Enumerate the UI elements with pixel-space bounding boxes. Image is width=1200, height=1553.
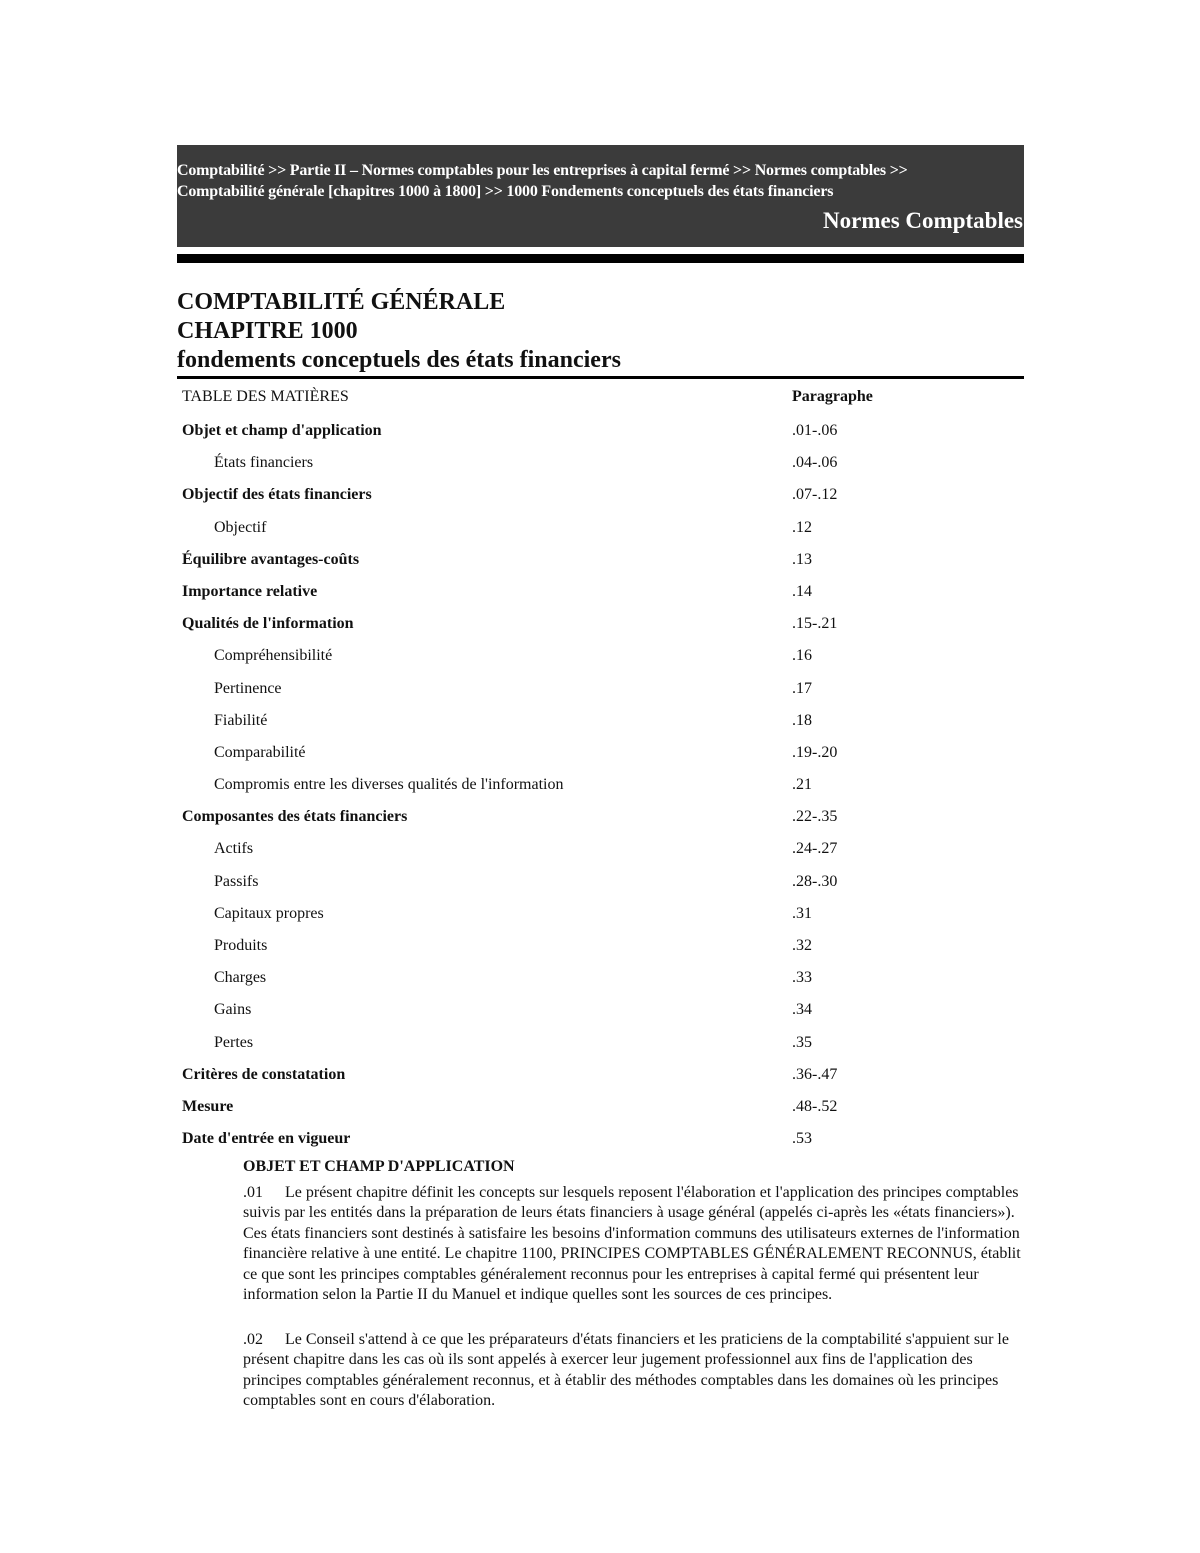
toc-entry-label[interactable]: Compréhensibilité <box>214 647 333 665</box>
toc-row[interactable] <box>182 806 1024 838</box>
toc-row[interactable] <box>182 999 1024 1031</box>
toc-row[interactable] <box>182 517 1024 549</box>
paragraph-number: .01 <box>243 1184 263 1201</box>
toc-row[interactable] <box>182 678 1024 710</box>
toc-entry-label[interactable]: Charges <box>214 969 267 987</box>
toc-row[interactable] <box>182 903 1024 935</box>
paragraph-01 <box>243 1183 1033 1305</box>
toc-entry-label[interactable]: Gains <box>214 1001 252 1019</box>
paragraph-text: Le présent chapitre définit les concepts sur lesquels reposent l'élaboration et l'application des principes comptables suivis par les entités dans la préparation de leurs états financiers à usage général (appelés ci-après les «états financiers»). Ces états financiers sont destinés à satisfaire les besoins d'information communs des utilisateurs externes de l'information financière relative à une entité. Le chapitre 1100, PRINCIPES COMPTABLES GÉNÉRALEMENT RECONNUS, établit ce que sont les principes comptables généralement reconnus pour les entreprises à capital fermé qui présentent leur information selon la Partie II du Manuel et indique quelles sont les sources de ces principes. <box>243 1184 1021 1304</box>
toc-entry-paragraph: .18 <box>792 711 812 729</box>
toc-entry-label[interactable]: Pertinence <box>214 679 282 697</box>
toc-row[interactable] <box>182 581 1024 613</box>
toc-entry-label[interactable]: Importance relative <box>182 582 318 600</box>
toc-row[interactable] <box>182 613 1024 645</box>
toc-entry-paragraph: .17 <box>792 679 812 697</box>
toc-row[interactable] <box>182 774 1024 806</box>
breadcrumb <box>177 160 1024 202</box>
toc-row[interactable] <box>182 645 1024 677</box>
toc-entry-paragraph: .24-.27 <box>792 840 838 858</box>
toc-title: TABLE DES MATIÈRES <box>182 388 349 405</box>
toc-entry-label[interactable]: Objectif des états financiers <box>182 486 372 504</box>
toc-entry-label[interactable]: Compromis entre les diverses qualités de l'information <box>214 776 564 794</box>
toc-entry-paragraph: .28-.30 <box>792 872 838 890</box>
toc-entry-paragraph: .04-.06 <box>792 454 838 472</box>
toc-entry-paragraph: .13 <box>792 550 812 568</box>
chapter-category: COMPTABILITÉ GÉNÉRALE <box>177 289 506 315</box>
toc-entry-label[interactable]: États financiers <box>214 454 314 472</box>
toc-entry-paragraph: .31 <box>792 904 812 922</box>
chapter-title: fondements conceptuels des états financiers <box>177 347 621 373</box>
toc-row[interactable] <box>182 549 1024 581</box>
toc-header <box>182 388 1024 410</box>
header-bar <box>177 145 1024 247</box>
toc-entry-paragraph: .22-.35 <box>792 808 838 826</box>
toc-entry-label[interactable]: Critères de constatation <box>182 1065 346 1083</box>
toc-row[interactable] <box>182 1096 1024 1128</box>
toc-row[interactable] <box>182 710 1024 742</box>
toc-row[interactable] <box>182 742 1024 774</box>
toc-entry-paragraph: .01-.06 <box>792 422 838 439</box>
paragraph-number: .02 <box>243 1331 263 1348</box>
toc-entry-label[interactable]: Objectif <box>214 518 267 536</box>
toc-row[interactable] <box>182 484 1024 516</box>
heading-divider <box>177 376 1024 379</box>
toc-row[interactable] <box>182 452 1024 484</box>
chapter-heading <box>177 288 1024 375</box>
breadcrumb-line-1[interactable]: Comptabilité >> Partie II – Normes comptables pour les entreprises à capital fermé >> Normes comptables >> <box>177 162 908 179</box>
toc-row[interactable] <box>182 935 1024 967</box>
toc-entry-label[interactable]: Équilibre avantages-coûts <box>182 550 360 568</box>
toc-entry-label[interactable]: Objet et champ d'application <box>182 422 382 439</box>
toc-entry-label[interactable]: Actifs <box>214 840 254 858</box>
breadcrumb-line-2[interactable]: Comptabilité générale [chapitres 1000 à 1800] >> 1000 Fondements conceptuels des états financiers <box>177 183 834 200</box>
toc-entry-paragraph: .53 <box>792 1130 812 1148</box>
paragraph-text: Le Conseil s'attend à ce que les préparateurs d'états financiers et les praticiens de la comptabilité s'appuient sur le présent chapitre dans les cas où ils sont appelés à exercer leur jugement professionnel aux fins de l'application des principes comptables généralement reconnus, et à établir des méthodes comptables dans les domaines où les principes comptables sont en cours d'élaboration. <box>243 1331 1009 1410</box>
toc-entry-label[interactable]: Capitaux propres <box>214 904 324 922</box>
toc-row[interactable] <box>182 871 1024 903</box>
section-heading: OBJET ET CHAMP D'APPLICATION <box>243 1158 515 1175</box>
toc-entry-paragraph: .19-.20 <box>792 743 838 761</box>
brand-title: Normes Comptables <box>823 208 1023 233</box>
toc-row[interactable] <box>182 1032 1024 1064</box>
toc-entry-label[interactable]: Date d'entrée en vigueur <box>182 1130 351 1148</box>
toc-entry-label[interactable]: Produits <box>214 937 268 954</box>
toc-entry-label[interactable]: Passifs <box>214 872 259 890</box>
toc-entry-paragraph: .34 <box>792 1001 812 1019</box>
toc-entry-paragraph: .15-.21 <box>792 615 838 633</box>
toc-entry-label[interactable]: Composantes des états financiers <box>182 808 408 826</box>
toc-entry-paragraph: .35 <box>792 1033 812 1051</box>
toc-row[interactable] <box>182 1064 1024 1096</box>
toc-row[interactable] <box>182 838 1024 870</box>
toc-entry-label[interactable]: Pertes <box>214 1033 254 1051</box>
toc-entry-paragraph: .16 <box>792 647 812 665</box>
toc-entry-label[interactable]: Fiabilité <box>214 711 268 729</box>
toc-entry-paragraph: .48-.52 <box>792 1097 838 1115</box>
toc-entry-paragraph: .32 <box>792 937 812 954</box>
toc-entry-paragraph: .36-.47 <box>792 1065 838 1083</box>
toc-entry-paragraph: .21 <box>792 776 812 794</box>
toc-entry-paragraph: .33 <box>792 969 812 987</box>
toc-entry-label[interactable]: Comparabilité <box>214 743 306 761</box>
toc-row[interactable] <box>182 420 1024 452</box>
toc-entry-paragraph: .07-.12 <box>792 486 838 504</box>
toc-entry-paragraph: .14 <box>792 582 812 600</box>
table-of-contents <box>182 420 1024 1160</box>
chapter-number: CHAPITRE 1000 <box>177 318 358 344</box>
toc-row[interactable] <box>182 967 1024 999</box>
toc-paragraph-header: Paragraphe <box>792 388 873 405</box>
toc-entry-label[interactable]: Qualités de l'information <box>182 615 354 633</box>
header-divider <box>177 254 1024 263</box>
toc-entry-paragraph: .12 <box>792 518 812 536</box>
paragraph-02 <box>243 1330 1033 1412</box>
toc-entry-label[interactable]: Mesure <box>182 1097 234 1115</box>
